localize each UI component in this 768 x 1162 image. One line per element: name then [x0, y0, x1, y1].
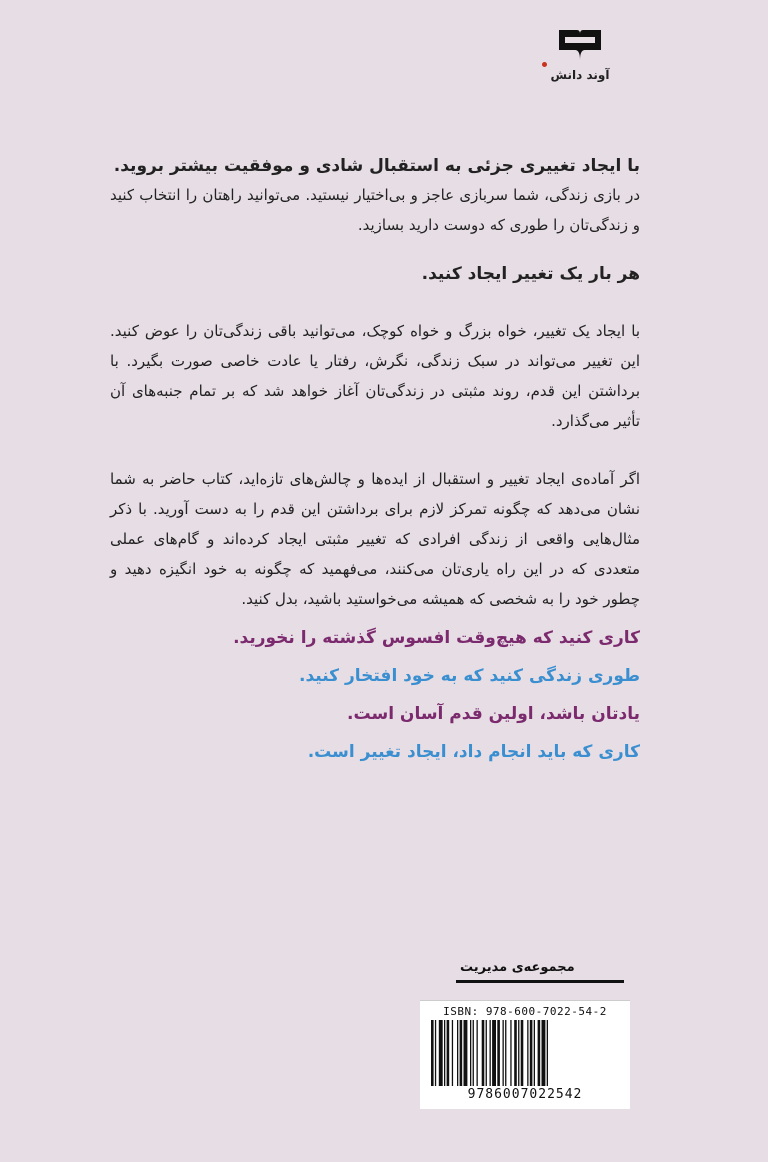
book-logo-icon [557, 28, 603, 62]
quote-4: کاری که باید انجام داد، ایجاد تغییر است. [307, 742, 640, 762]
barcode-area [420, 1000, 630, 1109]
logo-dot [542, 62, 547, 67]
publisher-name: آوند دانش [550, 68, 610, 82]
isbn-label: ISBN: 978-600-7022-54-2 [443, 1005, 607, 1018]
quote-1: کاری کنید که هیچ‌وقت افسوس گذشته را نخورید. [233, 628, 640, 648]
series-label-text: مجموعه‌ی مدیریت [456, 960, 579, 975]
back-cover-text [110, 152, 640, 766]
barcode-number: 9786007022542 [467, 1087, 583, 1102]
barcode [427, 1020, 623, 1086]
quote-3: یادتان باشد، اولین قدم آسان است. [347, 704, 640, 724]
body-paragraph-1: با ایجاد یک تغییر، خواه بزرگ و خواه کوچک، می‌توانید باقی زندگی‌تان را عوض کنید. این تغییر می‌تواند در سبک زندگی، نگرش، رفتار یا عادت خاصی صورت بگیرد. با برداشتن این قدم، روند مثبتی در زندگی‌تان آغاز خواهد شد که بر تمام جنبه‌های آن تأثیر می‌گذارد. [110, 322, 640, 430]
series-label [456, 958, 624, 983]
quote-2: طوری زندگی کنید که به خود افتخار کنید. [298, 666, 640, 686]
intro-paragraph: در بازی زندگی، شما سربازی عاجز و بی‌اختیار نیستید. می‌توانید راهتان را انتخاب کنید و زندگی‌تان را طوری که دوست دارید بسازید. [110, 186, 640, 234]
publisher-logo [540, 28, 620, 82]
body-paragraph-2: اگر آماده‌ی ایجاد تغییر و استقبال از ایده‌ها و چالش‌های تازه‌اید، کتاب حاضر به شما نشان می‌دهد که چگونه تمرکز لازم برای برداشتن این قدم را به دست آورید. با ذکر مثال‌هایی واقعی از زندگی افرادی که تغییر مثبتی ایجاد کرده‌اند و گام‌های عملی متعددی که در این راه یاری‌تان می‌کنند، می‌فهمید که چگونه به خود انگیزه دهید و چطور خود را به شخصی که همیشه می‌خواستید باشید، بدل کنید. [110, 470, 640, 608]
subheading: هر بار یک تغییر ایجاد کنید. [421, 264, 640, 284]
headline: با ایجاد تغییری جزئی به استقبال شادی و موفقیت بیشتر بروید. [113, 156, 640, 176]
